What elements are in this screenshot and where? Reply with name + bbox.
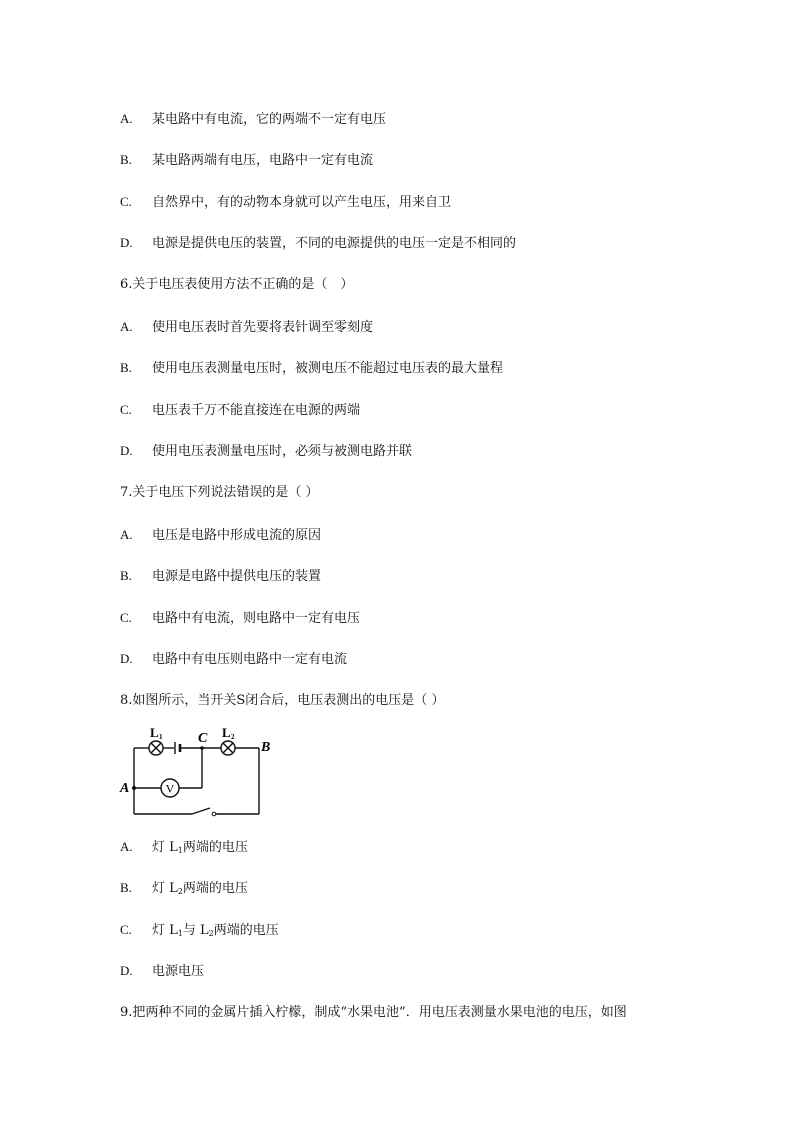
lamp-l2-label: L — [222, 726, 231, 740]
q7-option-d — [120, 651, 347, 668]
option-text-pre: 灯 L — [152, 881, 178, 896]
option-letter: D. — [120, 651, 133, 666]
node-b-label: B — [261, 740, 271, 755]
option-subscript-2: 2 — [208, 929, 214, 938]
option-text: 电源是提供电压的装置，不同的电源提供的电压一定是不相同的 — [152, 236, 517, 251]
q6-option-d — [120, 443, 412, 460]
q6-stem: 6.关于电压表使用方法不正确的是（ ） — [120, 277, 354, 292]
switch-icon — [192, 808, 210, 814]
lamp-l2-subscript: 2 — [231, 733, 235, 741]
q5-option-d — [120, 235, 516, 252]
option-text: 自然界中，有的动物本身就可以产生电压，用来自卫 — [152, 195, 452, 210]
option-letter: D. — [120, 963, 133, 978]
option-letter: B. — [120, 880, 132, 895]
q8-option-a — [120, 839, 248, 859]
option-letter: A. — [120, 839, 133, 854]
option-text: 使用电压表测量电压时，被测电压不能超过电压表的最大量程 — [152, 361, 504, 376]
option-letter: D. — [120, 235, 133, 250]
option-text: 电压是电路中形成电流的原因 — [152, 528, 322, 543]
q6-option-c — [120, 402, 360, 419]
lamp-l1-subscript: 1 — [159, 733, 163, 741]
option-letter: C. — [120, 402, 132, 417]
q8-option-c — [120, 922, 279, 942]
option-text: 使用电压表时首先要将表针调至零刻度 — [152, 320, 374, 335]
option-text-post: 两端的电压 — [182, 881, 248, 896]
option-text-pre: 灯 L — [152, 923, 178, 938]
option-letter: B. — [120, 360, 132, 375]
option-letter: A. — [120, 111, 133, 126]
option-text: 电压表千万不能直接连在电源的两端 — [152, 403, 361, 418]
lamp-l1-label: L — [150, 726, 159, 740]
option-subscript: 2 — [177, 887, 183, 896]
q9-stem: 9.把两种不同的金属片插入柠檬，制成“水果电池”．用电压表测量水果电池的电压，如图 — [120, 1005, 627, 1020]
option-letter: B. — [120, 152, 132, 167]
option-subscript: 1 — [177, 929, 183, 938]
option-text: 电源电压 — [152, 964, 205, 979]
option-text: 电源是电路中提供电压的装置 — [152, 569, 322, 584]
option-letter: A. — [120, 319, 133, 334]
q5-option-c — [120, 194, 451, 211]
q6-option-b — [120, 360, 503, 377]
option-letter: C. — [120, 194, 132, 209]
option-text: 使用电压表测量电压时，必须与被测电路并联 — [152, 444, 413, 459]
option-text-mid: 与 L — [182, 923, 209, 938]
option-text-pre: 灯 L — [152, 840, 178, 855]
option-letter: C. — [120, 610, 132, 625]
option-letter: A. — [120, 527, 133, 542]
voltmeter-label: V — [165, 781, 175, 796]
circuit-diagram — [118, 726, 278, 826]
option-text: 电路中有电压则电路中一定有电流 — [152, 652, 348, 667]
option-text: 某电路中有电流，它的两端不一定有电压 — [152, 112, 387, 127]
q8-stem: 8.如图所示，当开关S闭合后，电压表测出的电压是（ ） — [120, 693, 445, 708]
option-letter: C. — [120, 922, 132, 937]
q6-option-a — [120, 319, 373, 336]
q7-option-b — [120, 568, 321, 585]
option-letter: B. — [120, 568, 132, 583]
q5-option-b — [120, 152, 373, 169]
option-text-post: 两端的电压 — [213, 923, 279, 938]
q8-option-b — [120, 880, 248, 900]
option-text-post: 两端的电压 — [182, 840, 248, 855]
q7-stem: 7.关于电压下列说法错误的是（ ） — [120, 485, 319, 500]
option-letter: D. — [120, 443, 133, 458]
q5-option-a — [120, 111, 386, 128]
option-subscript: 1 — [177, 846, 183, 855]
q7-option-c — [120, 610, 360, 627]
q7-option-a — [120, 527, 321, 544]
option-text: 电路中有电流，则电路中一定有电压 — [152, 611, 361, 626]
node-c-label: C — [198, 731, 208, 746]
node-a-label: A — [120, 781, 130, 796]
q8-option-d — [120, 963, 204, 980]
option-text: 某电路两端有电压，电路中一定有电流 — [152, 153, 374, 168]
